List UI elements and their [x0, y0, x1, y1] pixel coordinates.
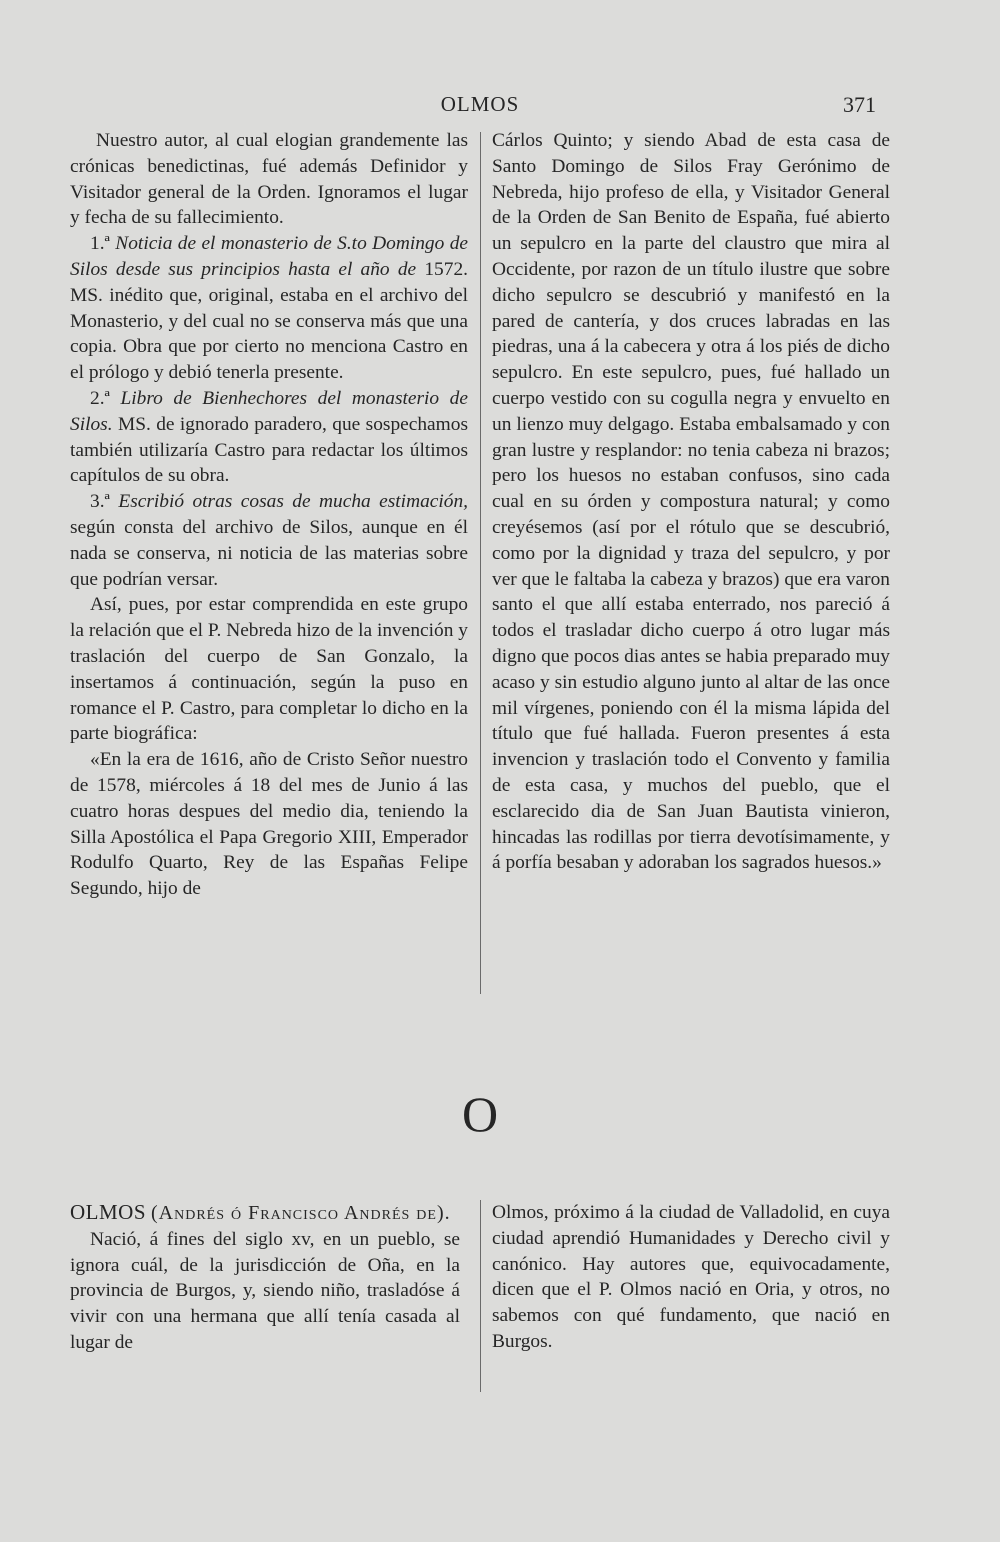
item-3-description: según consta del archivo de Silos, aunque en él nada se conserva, ni noticia de las materias sobre que podrían versar.	[70, 516, 468, 590]
right-column-top	[492, 128, 890, 876]
item-1-title: Noticia de el monasterio de S.to Domingo de Silos desde sus principios hasta el año de	[70, 233, 468, 280]
paragraph-quote-continuation: Cárlos Quinto; y siendo Abad de esta casa de Santo Domingo de Silos Fray Gerónimo de Nebreda, hijo profeso de ella, y Visitador General de la Orden de San Benito de España, fué abierto un sepulcro en la parte del claustro que mira al Occidente, por razon de un título ilustre que sobre dicho sepulcro se descubrió y manifestó en la pared de cantería, y dos cruces labradas en las piedras, una á la cabecera y otra á los piés de dicho sepulcro. En este sepulcro, pues, fué hallado un cuerpo vestido con su cogulla negra y envuelto en un lienzo muy delgago. Estaba embalsamado y con gran lustre y resplandor: no tenia cabeza ni brazos; pero los huesos no estaban confusos, sino cada cual en su órden y compostura natural; y como creyésemos (así por el rótulo que se descubrió, como por la dignidad y traza del sepulcro, y por ver que le faltaba la cabeza y brazos) que era varon santo el que allí estaba enterrado, nos pareció á todos el trasladar dicho cuerpo á otro lugar más digno que pocos dias antes se habia preparado muy acaso y sin estudio alguno junto al altar de las once mil vírgenes, poniendo con él la misma lápida del título que fué hallada. Fueron presentes á esta invencion y traslación todo el Convento y familia de esta casa, y muchos del pueblo, que el esclarecido dia de San Juan Bautista vinieron, hincadas las rodillas por tierra devotísimamente, y á porfía besaban y adoraban los sagrados huesos.»	[492, 130, 890, 874]
item-1-number: 1.ª	[90, 233, 110, 255]
running-head	[0, 92, 1000, 118]
page-number: 371	[843, 92, 876, 117]
entry-name-detail: (Andrés ó Francisco Andrés de).	[151, 1202, 451, 1224]
entry-name: OLMOS	[70, 1200, 147, 1224]
item-3-number: 3.ª	[90, 491, 110, 513]
entry-paragraph-left: Nació, á fines del siglo xv, en un pueblo, se ignora cuál, de la jurisdicción de Oña, en la provincia de Burgos, y, siendo niño, trasladóse á vivir con una hermana que allí tenía casada al lugar de	[70, 1228, 460, 1353]
item-1-description: 1572. MS. inédito que, original, estaba en el archivo del Monasterio, y del cual no se conserva más que una copia. Obra que por cierto no menciona Castro en el prólogo y debió tenerla presente.	[70, 258, 468, 384]
bibliography-item-1	[70, 231, 468, 386]
paragraph-introduction: Así, pues, por estar comprendida en este grupo la relación que el P. Nebreda hizo de la invención y traslación del cuerpo de San Gonzalo, la insertamos á continuación, según la puso en romance el P. Castro, para completar lo dicho en la parte biográfica:	[70, 594, 468, 745]
column-divider-bottom	[480, 1200, 481, 1392]
paragraph-quote-start: «En la era de 1616, año de Cristo Señor nuestro de 1578, miércoles á 18 del mes de Junio á las cuatro horas despues del medio dia, teniendo la Silla Apostólica el Papa Gregorio XIII, Emperador Rodulfo Quarto, Rey de las Españas Felipe Segundo, hijo de	[70, 749, 468, 900]
bibliography-item-3	[70, 489, 468, 592]
bibliography-item-2	[70, 386, 468, 489]
item-2-number: 2.ª	[90, 387, 110, 409]
entry-paragraph-right: Olmos, próximo á la ciudad de Valladolid, en cuya ciudad aprendió Humanidades y Derecho civil y canónico. Hay autores que, equivocadamente, dicen que el P. Olmos nació en Oria, y otros, no sabemos con qué fundamento, que nació en Burgos.	[492, 1202, 890, 1352]
entry-heading	[70, 1200, 460, 1227]
paragraph-author-note: Nuestro autor, al cual elogian grandemente las crónicas benedictinas, fué además Definidor y Visitador general de la Orden. Ignoramos el lugar y fecha de su fallecimiento.	[70, 130, 468, 229]
left-column-bottom	[70, 1200, 460, 1356]
section-letter: O	[461, 1086, 499, 1142]
left-column-top	[70, 128, 468, 902]
item-3-title: Escribió otras cosas de mucha estimación,	[118, 491, 468, 513]
column-divider-top	[480, 132, 481, 994]
item-2-title: Libro de Bienhechores del monasterio de Silos.	[70, 387, 468, 435]
item-2-description: MS. de ignorado paradero, que sospechamos también utilizaría Castro para redactar los últimos capítulos de su obra.	[70, 413, 468, 487]
right-column-bottom	[492, 1200, 890, 1355]
running-head-title: OLMOS	[440, 92, 520, 116]
